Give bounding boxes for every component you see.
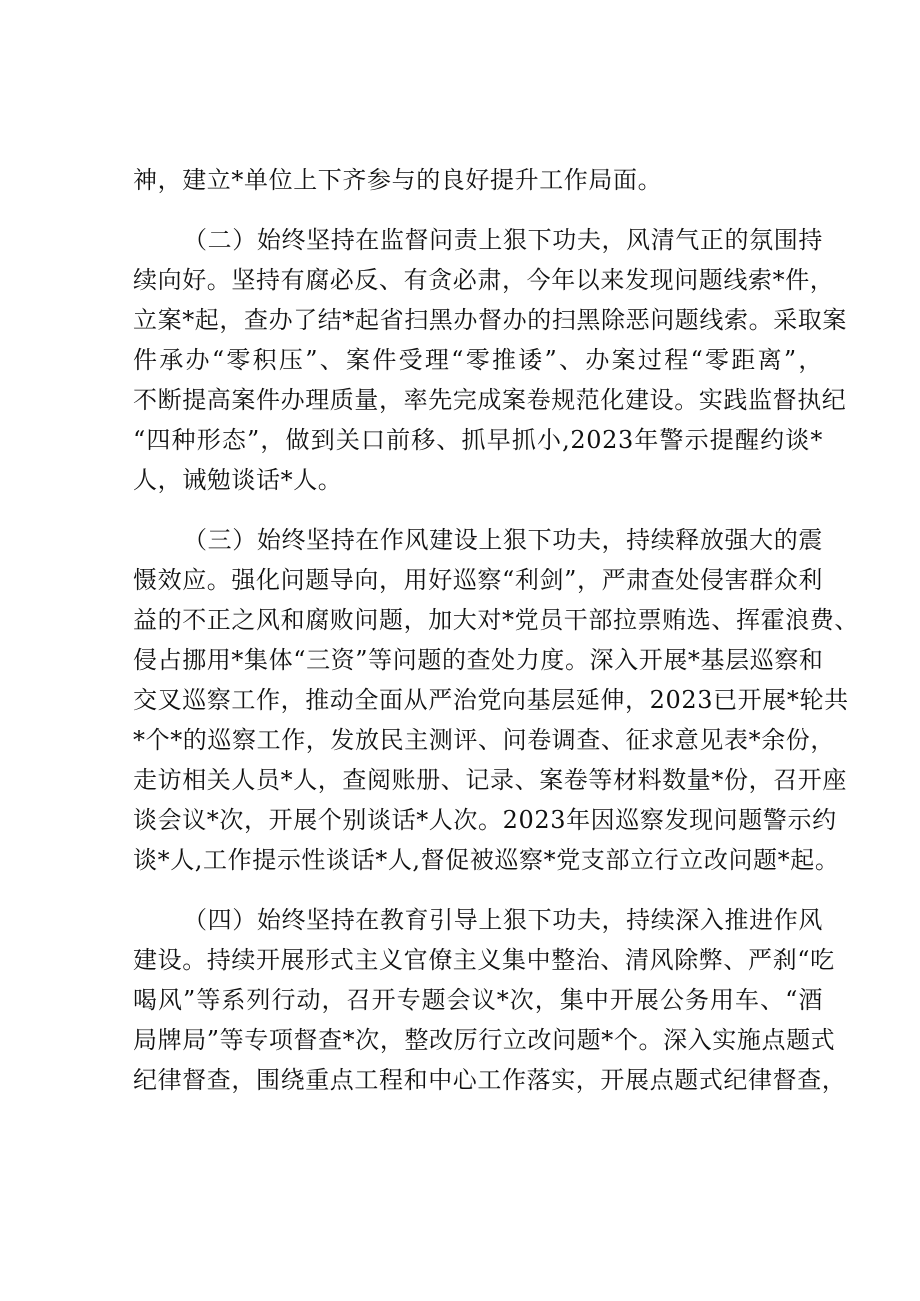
text-line: （二）始终坚持在监督问责上狠下功夫，风清气正的氛围持	[183, 226, 823, 254]
text-line: 走访相关人员*人，查阅账册、记录、案卷等材料数量*份，召开座	[133, 766, 847, 794]
text-line: 神，建立*单位上下齐参与的良好提升工作局面。	[133, 166, 663, 194]
text-line: 谈*人,工作提示性谈话*人,督促被巡察*党支部立行立改问题*起。	[133, 846, 840, 874]
text-line: 建设。持续开展形式主义官僚主义集中整治、清风除弊、严刹“吃	[133, 946, 835, 974]
text-line: 立案*起，查办了结*起省扫黑办督办的扫黑除恶问题线索。采取案	[133, 306, 847, 334]
paragraph-3	[133, 520, 859, 880]
text-line: （三）始终坚持在作风建设上狠下功夫，持续释放强大的震	[183, 526, 823, 554]
text-line: 侵占挪用*集体“三资”等问题的查处力度。深入开展*基层巡察和	[133, 646, 824, 674]
text-line: 交叉巡察工作，推动全面从严治党向基层延伸，2023已开展*轮共	[133, 686, 849, 714]
paragraph-4	[133, 900, 847, 1100]
text-line: 局牌局”等专项督查*次，整改厉行立改问题*个。深入实施点题式	[133, 1026, 836, 1054]
text-line: （四）始终坚持在教育引导上狠下功夫，持续深入推进作风	[183, 906, 823, 934]
text-line: 纪律督查，围绕重点工程和中心工作落实，开展点题式纪律督查，	[133, 1066, 847, 1094]
paragraph-2	[133, 220, 847, 500]
text-line: 益的不正之风和腐败问题，加大对*党员干部拉票贿选、挥霍浪费、	[133, 606, 859, 634]
text-line: 慑效应。强化问题导向，用好巡察“利剑”，严肃查处侵害群众利	[133, 566, 823, 594]
text-line: 人，诫勉谈话*人。	[133, 466, 343, 494]
text-line: *个*的巡察工作，发放民主测评、问卷调查、征求意见表*余份，	[133, 726, 835, 754]
text-line: “四种形态”，做到关口前移、抓早抓小,2023年警示提醒约谈*	[133, 426, 823, 454]
text-line: 件承办“零积压”、案件受理“零推诿”、办案过程“零距离”，	[133, 346, 823, 374]
text-line: 不断提高案件办理质量，率先完成案卷规范化建设。实践监督执纪	[133, 386, 847, 414]
paragraph-1	[133, 160, 823, 200]
text-line: 谈会议*次，开展个别谈话*人次。2023年因巡察发现问题警示约	[133, 806, 837, 834]
text-line: 续向好。坚持有腐必反、有贪必肃，今年以来发现问题线索*件，	[133, 266, 835, 294]
text-line: 喝风”等系列行动，召开专题会议*次，集中开展公务用车、“酒	[133, 986, 823, 1014]
document-body	[133, 160, 859, 1100]
